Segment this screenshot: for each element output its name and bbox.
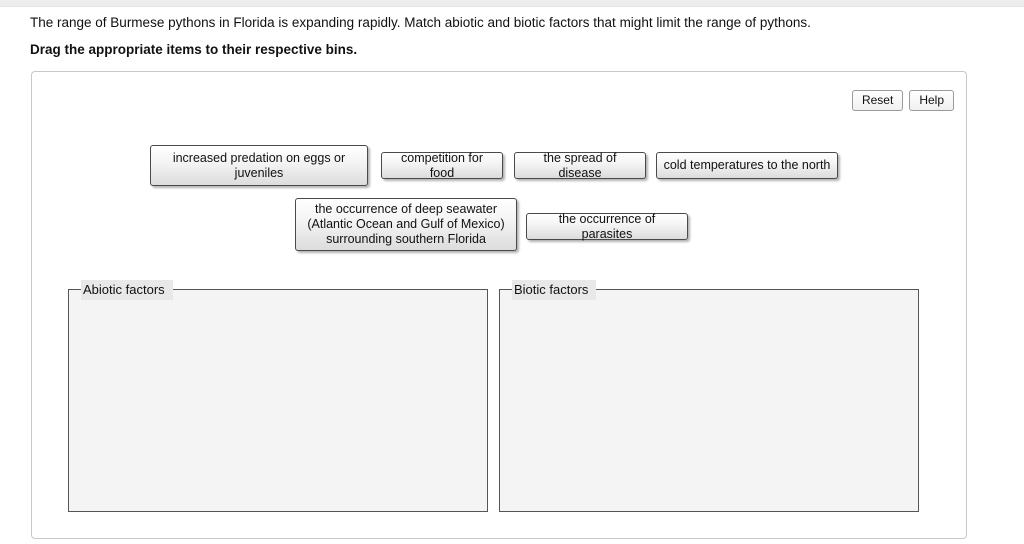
draggable-tile-increased-predation[interactable]: increased predation on eggs or juveniles [150, 145, 368, 186]
bin-label-biotic: Biotic factors [512, 280, 596, 300]
draggable-tile-cold-temperatures[interactable]: cold temperatures to the north [656, 152, 838, 179]
drag-instruction: Drag the appropriate items to their respective bins. [30, 42, 358, 57]
draggable-tile-occurrence-of-parasites[interactable]: the occurrence of parasites [526, 213, 688, 240]
question-prompt: The range of Burmese pythons in Florida is expanding rapidly. Match abiotic and biotic factors that might limit the range of pythons. [30, 15, 811, 30]
top-strip [0, 0, 1024, 7]
draggable-tile-deep-seawater[interactable]: the occurrence of deep seawater (Atlantic Ocean and Gulf of Mexico) surrounding southern Florida [295, 198, 517, 251]
drop-bin-biotic-factors[interactable] [499, 282, 919, 512]
reset-button[interactable]: Reset [852, 90, 903, 111]
drop-bin-abiotic-factors[interactable] [68, 282, 488, 512]
activity-panel [31, 71, 967, 539]
bin-label-abiotic: Abiotic factors [81, 280, 173, 300]
toolbar [852, 90, 954, 111]
draggable-tile-competition-for-food[interactable]: competition for food [381, 152, 503, 179]
draggable-tile-spread-of-disease[interactable]: the spread of disease [514, 152, 646, 179]
help-button[interactable]: Help [909, 90, 954, 111]
